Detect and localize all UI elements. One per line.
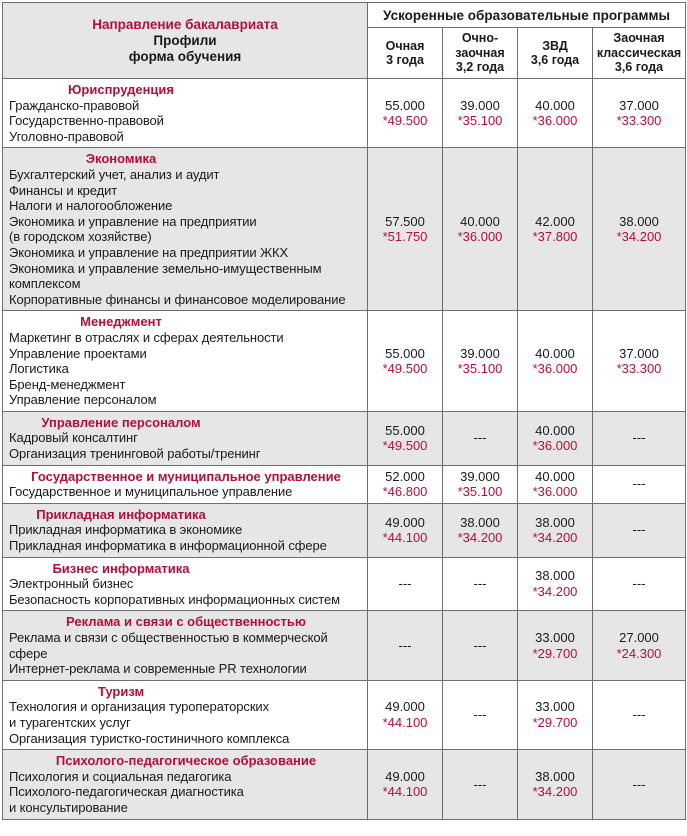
price-cell	[443, 611, 518, 680]
discount-price-value: *51.750	[382, 229, 428, 245]
price-table	[2, 2, 686, 820]
profile-item: Управление проектами	[9, 345, 147, 361]
column-header-line: 3,6 года	[614, 60, 664, 75]
no-program-mark: ---	[632, 707, 646, 723]
price-cell	[593, 411, 686, 465]
price-value: 49.000	[385, 514, 425, 530]
discount-price-value: *49.500	[382, 438, 428, 454]
price-cell	[593, 750, 686, 819]
discount-price-value: *34.200	[457, 530, 503, 546]
price-cell	[368, 411, 443, 465]
price-cell	[368, 611, 443, 680]
price-value: 49.000	[385, 699, 425, 715]
price-cell	[518, 557, 593, 611]
discount-price-value: *36.000	[532, 484, 578, 500]
profile-item: (в городском хозяйстве)	[9, 229, 152, 245]
price-cell	[443, 557, 518, 611]
price-cell	[518, 411, 593, 465]
discount-price-value: *33.300	[616, 113, 662, 129]
profile-item: Гражданско-правовой	[9, 97, 140, 113]
profile-item: Психолого-педагогическая диагностика	[9, 784, 244, 800]
direction-title: Туризм	[97, 683, 145, 699]
price-cell	[518, 680, 593, 749]
price-cell	[593, 465, 686, 503]
discount-price-value: *37.800	[532, 229, 578, 245]
direction-cell	[3, 611, 368, 680]
price-value: 49.000	[385, 768, 425, 784]
column-header-line: Очная	[385, 38, 425, 53]
table-row	[3, 611, 686, 680]
price-cell	[593, 557, 686, 611]
price-cell	[518, 311, 593, 412]
header-study-form-label: форма обучения	[128, 48, 242, 64]
discount-price-value: *46.800	[382, 484, 428, 500]
price-value: 38.000	[619, 213, 659, 229]
price-cell	[443, 148, 518, 311]
table-row	[3, 750, 686, 819]
price-cell	[518, 79, 593, 148]
column-header-2	[443, 28, 518, 79]
discount-price-value: *44.100	[382, 714, 428, 730]
profile-item: Организация тренинговой работы/тренинг	[9, 446, 261, 462]
no-program-mark: ---	[473, 776, 487, 792]
direction-title: Управление персоналом	[41, 414, 201, 430]
table-row	[3, 311, 686, 412]
price-value: 38.000	[460, 514, 500, 530]
discount-price-value: *36.000	[532, 113, 578, 129]
column-header-3	[518, 28, 593, 79]
profile-item: комплексом	[9, 276, 81, 292]
column-header-line: ЗВД	[542, 38, 568, 53]
no-program-mark: ---	[473, 430, 487, 446]
no-program-mark: ---	[398, 576, 412, 592]
profile-item: Интернет-реклама и современные PR технологии	[9, 661, 307, 677]
profile-item: Экономика и управление на предприятии ЖКХ	[9, 244, 289, 260]
table-row	[3, 79, 686, 148]
column-header-line: Очно-	[461, 31, 499, 46]
price-value: 33.000	[535, 699, 575, 715]
direction-title: Прикладная информатика	[36, 506, 206, 522]
profile-item: Прикладная информатика в информационной сфере	[9, 538, 327, 554]
table-row	[3, 465, 686, 503]
discount-price-value: *35.100	[457, 484, 503, 500]
profile-item: Экономика и управление на предприятии	[9, 213, 257, 229]
price-cell	[593, 148, 686, 311]
no-program-mark: ---	[632, 430, 646, 446]
profile-item: Государственно-правовой	[9, 113, 164, 129]
profile-item: Корпоративные финансы и финансовое моделирование	[9, 291, 346, 307]
profile-item: Психология и социальная педагогика	[9, 768, 232, 784]
price-cell	[368, 557, 443, 611]
profile-item: Технология и организация туроператорских	[9, 699, 269, 715]
direction-title: Юриспруденция	[68, 82, 174, 97]
price-cell	[368, 465, 443, 503]
direction-cell	[3, 503, 368, 557]
direction-title: Менеджмент	[80, 314, 162, 330]
table-row	[3, 148, 686, 311]
column-header-line: Заочная	[613, 31, 665, 46]
price-value: 40.000	[535, 97, 575, 113]
table-row	[3, 411, 686, 465]
profile-item: Маркетинг в отраслях и сферах деятельности	[9, 329, 284, 345]
direction-cell	[3, 411, 368, 465]
price-value: 40.000	[535, 422, 575, 438]
price-value: 40.000	[535, 345, 575, 361]
direction-cell	[3, 680, 368, 749]
price-value: 38.000	[535, 568, 575, 584]
price-cell	[593, 680, 686, 749]
price-value: 39.000	[460, 97, 500, 113]
column-header-line: 3,2 года	[455, 60, 505, 75]
column-header-line: заочная	[455, 45, 505, 60]
profile-item: и консультирование	[9, 799, 128, 815]
no-program-mark: ---	[632, 576, 646, 592]
discount-price-value: *36.000	[457, 229, 503, 245]
discount-price-value: *29.700	[532, 645, 578, 661]
price-value: 55.000	[385, 422, 425, 438]
price-value: 55.000	[385, 97, 425, 113]
discount-price-value: *35.100	[457, 113, 503, 129]
price-value: 42.000	[535, 213, 575, 229]
no-program-mark: ---	[632, 776, 646, 792]
price-cell	[443, 750, 518, 819]
profile-item: Государственное и муниципальное управление	[9, 484, 293, 500]
profile-item: Безопасность корпоративных информационных систем	[9, 591, 340, 607]
header-direction-title: Направление бакалавриата	[92, 16, 278, 32]
price-value: 52.000	[385, 468, 425, 484]
price-value: 38.000	[535, 768, 575, 784]
discount-price-value: *49.500	[382, 361, 428, 377]
price-cell	[443, 503, 518, 557]
column-header-line: 3,6 года	[530, 53, 580, 67]
price-value: 40.000	[460, 213, 500, 229]
discount-price-value: *35.100	[457, 361, 503, 377]
no-program-mark: ---	[473, 707, 487, 723]
profile-item: и турагентских услуг	[9, 714, 131, 730]
discount-price-value: *44.100	[382, 784, 428, 800]
price-cell	[443, 311, 518, 412]
price-value: 55.000	[385, 345, 425, 361]
direction-cell	[3, 148, 368, 311]
direction-title: Реклама и связи с общественностью	[66, 614, 306, 630]
profile-item: Управление персоналом	[9, 392, 157, 408]
price-cell	[593, 503, 686, 557]
column-header-line: 3 года	[386, 53, 424, 67]
discount-price-value: *49.500	[382, 113, 428, 129]
table-row	[3, 503, 686, 557]
table-body	[3, 79, 686, 820]
price-cell	[368, 311, 443, 412]
price-value: 37.000	[619, 345, 659, 361]
profile-item: Экономика и управление земельно-имущественным	[9, 260, 322, 276]
column-header-4	[593, 28, 686, 79]
discount-price-value: *29.700	[532, 714, 578, 730]
price-cell	[443, 79, 518, 148]
direction-cell	[3, 79, 368, 148]
price-cell	[518, 465, 593, 503]
price-cell	[593, 311, 686, 412]
price-value: 39.000	[460, 468, 500, 484]
profile-item: Бренд-менеджмент	[9, 376, 126, 392]
price-cell	[443, 680, 518, 749]
price-value: 39.000	[460, 345, 500, 361]
profile-item: Уголовно-правовой	[9, 128, 124, 144]
price-value: 57.500	[385, 213, 425, 229]
price-cell	[443, 411, 518, 465]
profile-item: Электронный бизнес	[9, 576, 134, 592]
price-value: 27.000	[619, 630, 659, 645]
direction-title: Государственное и муниципальное управление	[31, 468, 341, 484]
price-cell	[518, 611, 593, 680]
column-header-1	[368, 28, 443, 79]
no-program-mark: ---	[473, 637, 487, 653]
price-cell	[368, 750, 443, 819]
header-profiles-label: Профили	[153, 32, 217, 48]
price-value: 38.000	[535, 514, 575, 530]
discount-price-value: *36.000	[532, 438, 578, 454]
no-program-mark: ---	[398, 637, 412, 653]
profile-item: Налоги и налогообложение	[9, 198, 173, 214]
direction-cell	[3, 750, 368, 819]
profile-item: Прикладная информатика в экономике	[9, 522, 243, 538]
discount-price-value: *24.300	[616, 645, 662, 661]
no-program-mark: ---	[632, 476, 646, 492]
column-header-line: классическая	[596, 45, 682, 60]
direction-title: Бизнес информатика	[52, 560, 190, 576]
discount-price-value: *36.000	[532, 361, 578, 377]
discount-price-value: *33.300	[616, 361, 662, 377]
table-row	[3, 557, 686, 611]
price-cell	[368, 148, 443, 311]
price-cell	[518, 148, 593, 311]
price-cell	[593, 611, 686, 680]
header-direction-cell	[3, 3, 368, 79]
price-cell	[518, 503, 593, 557]
direction-title: Психолого-педагогическое образование	[55, 753, 317, 769]
profile-item: Логистика	[9, 361, 69, 377]
price-cell	[443, 465, 518, 503]
profile-item: Бухгалтерский учет, анализ и аудит	[9, 166, 220, 182]
discount-price-value: *34.200	[616, 229, 662, 245]
profile-item: Организация туристко-гостиничного комплекса	[9, 730, 290, 746]
profile-item: Реклама и связи с общественностью в коммерческой	[9, 630, 328, 645]
price-cell	[518, 750, 593, 819]
price-value: 37.000	[619, 97, 659, 113]
price-cell	[368, 79, 443, 148]
direction-cell	[3, 465, 368, 503]
discount-price-value: *34.200	[532, 584, 578, 600]
direction-title: Экономика	[85, 151, 157, 167]
discount-price-value: *34.200	[532, 530, 578, 546]
price-cell	[593, 79, 686, 148]
profile-item: Кадровый консалтинг	[9, 430, 138, 446]
no-program-mark: ---	[632, 522, 646, 538]
direction-cell	[3, 557, 368, 611]
price-cell	[368, 680, 443, 749]
profile-item: Финансы и кредит	[9, 182, 118, 198]
header-accelerated-programs: Ускоренные образовательные программы	[368, 3, 686, 28]
price-value: 33.000	[535, 630, 575, 645]
no-program-mark: ---	[473, 576, 487, 592]
table-row	[3, 680, 686, 749]
price-cell	[368, 503, 443, 557]
direction-cell	[3, 311, 368, 412]
profile-item: сфере	[9, 645, 48, 661]
price-value: 40.000	[535, 468, 575, 484]
discount-price-value: *34.200	[532, 784, 578, 800]
discount-price-value: *44.100	[382, 530, 428, 546]
